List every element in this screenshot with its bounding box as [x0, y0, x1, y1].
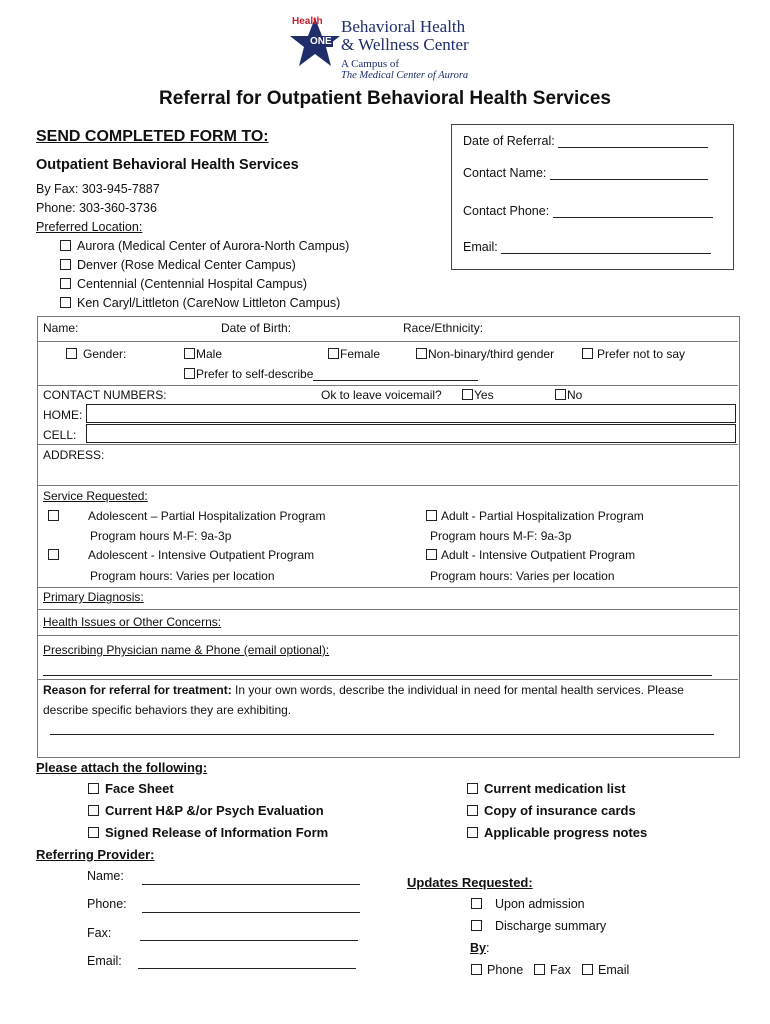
email-field[interactable]: Email: [463, 240, 711, 254]
provider-email-line[interactable] [138, 968, 356, 969]
org-name-line2: & Wellness Center [341, 35, 469, 54]
provider-email-label: Email: [87, 954, 122, 968]
update-option[interactable]: Upon admission [471, 897, 585, 911]
adult-php-hours: Program hours M-F: 9a-3p [430, 529, 572, 543]
gender-option-self-describe[interactable]: Prefer to self-describe [184, 367, 478, 381]
org-name-line1: Behavioral Health [341, 17, 466, 36]
page-title: Referral for Outpatient Behavioral Health Services [159, 88, 611, 109]
preferred-location-label: Preferred Location: [36, 220, 143, 234]
location-option[interactable]: Aurora (Medical Center of Aurora-North Campus) [60, 239, 349, 253]
referral-info-box [451, 124, 734, 270]
attach-item[interactable]: Current H&P &/or Psych Evaluation [88, 803, 324, 818]
voicemail-yes[interactable]: Yes [462, 388, 494, 402]
service-checkbox[interactable] [48, 509, 65, 523]
checkbox-icon[interactable] [60, 278, 71, 289]
adolescent-php-hours: Program hours M-F: 9a-3p [90, 529, 232, 543]
checkbox-icon[interactable] [60, 259, 71, 270]
physician-field[interactable]: Prescribing Physician name & Phone (email optional): [43, 643, 330, 657]
adult-iop-hours: Program hours: Varies per location [430, 569, 615, 583]
by-label: By: [470, 941, 490, 955]
checkbox-icon[interactable] [66, 348, 77, 359]
physician-line[interactable] [43, 675, 712, 676]
method-fax[interactable]: Fax [534, 963, 571, 977]
location-option[interactable]: Centennial (Centennial Hospital Campus) [60, 277, 307, 291]
gender-option-prefer-not[interactable]: Prefer not to say [582, 347, 685, 361]
logo-mark-top: Health [292, 16, 323, 27]
primary-diagnosis-field[interactable]: Primary Diagnosis: [43, 590, 144, 604]
logo [290, 14, 490, 84]
reason-answer-line[interactable] [50, 734, 714, 735]
referring-provider-heading: Referring Provider: [36, 847, 155, 862]
adolescent-iop-label: Adolescent - Intensive Outpatient Program [88, 548, 315, 562]
contact-phone-field[interactable]: Contact Phone: [463, 204, 713, 218]
dob-field[interactable]: Date of Birth: [221, 321, 292, 335]
voicemail-no[interactable]: No [555, 388, 582, 402]
provider-fax-label: Fax: [87, 926, 112, 940]
attach-item[interactable]: Current medication list [467, 781, 626, 796]
logo-mark-bottom: ONE [310, 36, 332, 47]
home-phone-label: HOME: [43, 408, 83, 422]
provider-name-line[interactable] [142, 884, 360, 885]
provider-phone-label: Phone: [87, 897, 127, 911]
gender-option-nonbinary[interactable]: Non-binary/third gender [416, 347, 554, 361]
update-option[interactable]: Discharge summary [471, 919, 606, 933]
health-issues-field[interactable]: Health Issues or Other Concerns: [43, 615, 222, 629]
contact-name-field[interactable]: Contact Name: [463, 166, 708, 180]
org-name-line4: The Medical Center of Aurora [341, 70, 469, 81]
home-phone-input[interactable] [86, 404, 736, 423]
method-phone[interactable]: Phone [471, 963, 523, 977]
send-to-heading: SEND COMPLETED FORM TO: [36, 128, 269, 145]
gender-option-male[interactable]: Male [184, 347, 222, 361]
fax-number: By Fax: 303-945-7887 [36, 182, 160, 196]
adult-iop-option[interactable]: Adult - Intensive Outpatient Program [426, 548, 635, 562]
gender-option-female[interactable]: Female [328, 347, 380, 361]
checkbox-icon[interactable] [60, 297, 71, 308]
contact-numbers-label: CONTACT NUMBERS: [43, 388, 167, 402]
address-field[interactable]: ADDRESS: [43, 448, 105, 462]
location-option[interactable]: Ken Caryl/Littleton (CareNow Littleton Campus) [60, 296, 340, 310]
method-email[interactable]: Email [582, 963, 629, 977]
org-name-line3: A Campus of [341, 58, 400, 70]
attach-item[interactable]: Applicable progress notes [467, 825, 647, 840]
cell-phone-label: CELL: [43, 428, 77, 442]
attach-item[interactable]: Copy of insurance cards [467, 803, 636, 818]
race-field[interactable]: Race/Ethnicity: [403, 321, 484, 335]
cell-phone-input[interactable] [86, 424, 736, 443]
service-checkbox[interactable] [48, 548, 65, 562]
attach-heading: Please attach the following: [36, 760, 208, 775]
reason-for-referral: Reason for referral for treatment: In your own words, describe the individual in need for mental health services. Please [43, 683, 684, 697]
name-field[interactable]: Name: [43, 321, 79, 335]
adult-php-option[interactable]: Adult - Partial Hospitalization Program [426, 509, 644, 523]
attach-item[interactable]: Face Sheet [88, 781, 174, 796]
attach-item[interactable]: Signed Release of Information Form [88, 825, 328, 840]
gender-label: Gender: [66, 347, 126, 361]
phone-number: Phone: 303-360-3736 [36, 201, 157, 215]
provider-fax-line[interactable] [140, 940, 358, 941]
date-of-referral-field[interactable]: Date of Referral: [463, 134, 708, 148]
updates-heading: Updates Requested: [407, 875, 533, 890]
service-requested-heading: Service Requested: [43, 489, 148, 503]
reason-for-referral-line2: describe specific behaviors they are exhibiting. [43, 703, 292, 717]
provider-name-label: Name: [87, 869, 124, 883]
checkbox-icon[interactable] [60, 240, 71, 251]
adolescent-iop-hours: Program hours: Varies per location [90, 569, 275, 583]
location-option[interactable]: Denver (Rose Medical Center Campus) [60, 258, 296, 272]
voicemail-label: Ok to leave voicemail? [321, 388, 442, 402]
adolescent-php-label: Adolescent – Partial Hospitalization Program [88, 509, 326, 523]
provider-phone-line[interactable] [142, 912, 360, 913]
dept-name: Outpatient Behavioral Health Services [36, 157, 299, 173]
